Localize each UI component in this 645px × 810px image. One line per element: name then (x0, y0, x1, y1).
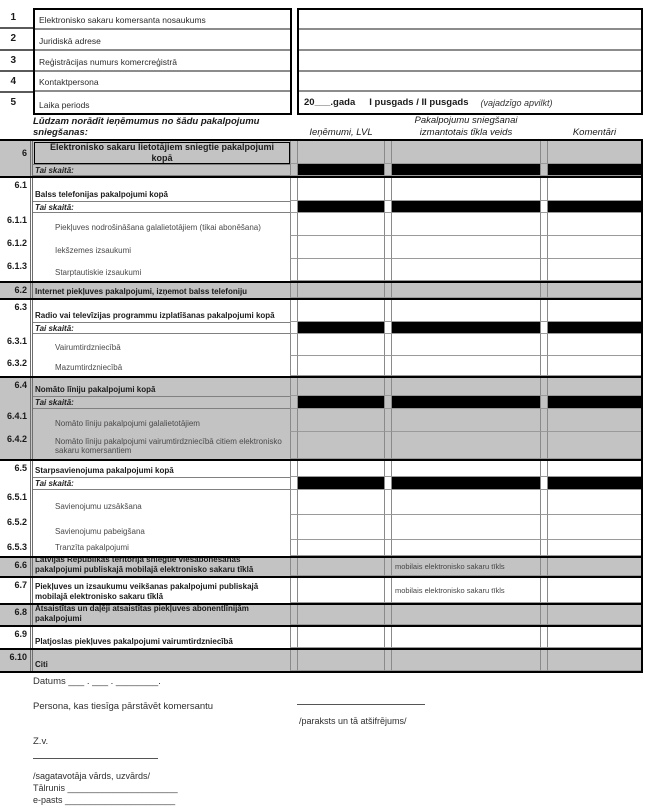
column-separator (384, 515, 392, 540)
cell-6.5.1-income[interactable] (298, 490, 384, 515)
column-separator (384, 477, 392, 490)
cell-6-tai-comments (548, 164, 641, 176)
column-separator (290, 356, 298, 376)
persona-label: Persona, kas tiesīga pārstāvēt komersantu (33, 701, 214, 712)
column-separator (540, 432, 548, 459)
cell-6.3-comments[interactable] (548, 300, 641, 322)
column-separator (290, 213, 298, 236)
table-column-headers (0, 115, 643, 139)
column-separator (384, 378, 392, 396)
cell-6.1.3-comments[interactable] (548, 259, 641, 281)
column-separator (290, 558, 298, 576)
column-separator (540, 490, 548, 515)
table-row-6.5.2 (0, 515, 641, 540)
column-separator (540, 396, 548, 409)
cell-6.5-network[interactable] (392, 461, 540, 477)
column-separator (290, 164, 298, 176)
cell-6.6-income[interactable] (298, 558, 384, 576)
column-separator (384, 213, 392, 236)
cell-6-comments[interactable] (548, 141, 641, 164)
top-field-numbers (0, 8, 33, 115)
column-separator (384, 164, 392, 176)
table-row-6.3 (0, 298, 641, 322)
cell-6-network[interactable] (392, 141, 540, 164)
cell-6.5.2-network[interactable] (392, 515, 540, 540)
column-separator (290, 141, 298, 164)
row-label-6.4: Nomāto līniju pakalpojumi kopā (35, 384, 156, 394)
column-separator (290, 627, 298, 648)
column-separator (384, 178, 392, 201)
cell-6.1.1-network[interactable] (392, 213, 540, 236)
column-separator (290, 409, 298, 432)
cell-6.5.1-network[interactable] (392, 490, 540, 515)
phone-line[interactable]: Tālrunis ______________________ (33, 783, 178, 793)
row-label-6.9: Platjoslas piekļuves pakalpojumi vairumtirdzniecībā (35, 636, 233, 646)
table-row-6.5-tai (0, 477, 641, 490)
row-number-6.8: 6.8 (0, 605, 33, 625)
cell-6.5.1-comments[interactable] (548, 490, 641, 515)
row-label-6.1.1: Piekļuves nodrošināšana galalietotājiem (tikai abonēšana) (55, 223, 261, 233)
row-number-6-tai (0, 164, 33, 176)
column-separator (540, 334, 548, 356)
cell-6.5.3-income[interactable] (298, 540, 384, 556)
table-row-6.5.3 (0, 540, 641, 556)
cell-6.5-comments[interactable] (548, 461, 641, 477)
row-number-6.3-tai (0, 322, 33, 334)
table-row-6.1.1 (0, 213, 641, 236)
field-label: Juridiskā adrese (39, 36, 101, 46)
cell-6.2-income[interactable] (298, 283, 384, 298)
table-row-6.3-tai (0, 322, 641, 334)
column-separator (540, 515, 548, 540)
row-number-6.5: 6.5 (0, 461, 33, 477)
row-label-6.7: Piekļuves un izsaukumu veikšanas pakalpojumi publiskajā mobilajā elektronisko sakaru tīklā (35, 582, 259, 601)
company-info-labels-box (33, 8, 292, 115)
column-separator (384, 461, 392, 477)
column-header-network-line1: Pakalpojumu sniegšanai (414, 115, 518, 127)
column-separator (384, 322, 392, 334)
column-separator (540, 558, 548, 576)
column-separator (290, 490, 298, 515)
table-row-6.5.1 (0, 490, 641, 515)
column-separator (384, 490, 392, 515)
column-separator (540, 201, 548, 213)
column-separator (290, 178, 298, 201)
column-separator (290, 540, 298, 556)
column-header-income: Ieņēmumi, LVL (309, 127, 373, 138)
column-separator (540, 409, 548, 432)
cell-6.5.2-comments[interactable] (548, 515, 641, 540)
column-separator (384, 540, 392, 556)
cell-6.3.2-comments[interactable] (548, 356, 641, 376)
cell-6.3-tai-comments (548, 322, 641, 334)
period-input[interactable] (299, 92, 641, 113)
cell-6.3.2-income[interactable] (298, 356, 384, 376)
period-year-label: 20___.gada (304, 97, 356, 108)
preparer-name-line[interactable] (33, 758, 158, 759)
column-separator (540, 477, 548, 490)
table-row-6.1 (0, 176, 641, 201)
row-label-6.3: Radio vai televīzijas programmu izplatīšanas pakalpojumi kopā (35, 310, 275, 320)
column-separator (290, 515, 298, 540)
cell-6.4.1-income[interactable] (298, 409, 384, 432)
cell-6.6-network[interactable] (392, 558, 540, 576)
cell-6.3-tai-income (298, 322, 384, 334)
row-number-6.5.1: 6.5.1 (0, 490, 33, 515)
row-label-6.1.3: Starptautiskie izsaukumi (55, 268, 142, 278)
cell-6.5.2-income[interactable] (298, 515, 384, 540)
column-separator (290, 236, 298, 259)
field-label: Laika periods (39, 100, 90, 110)
cell-6.5-tai-comments (548, 477, 641, 490)
table-row-6.3.2 (0, 356, 641, 376)
cell-6.1.2-network[interactable] (392, 236, 540, 259)
column-separator (290, 259, 298, 281)
field-row-contact (35, 72, 290, 92)
column-separator (290, 300, 298, 322)
cell-6.1-network[interactable] (392, 178, 540, 201)
cell-6-tai-income (298, 164, 384, 176)
column-separator (384, 300, 392, 322)
section-title-box: Elektronisko sakaru lietotājiem sniegtie pakalpojumi kopā (34, 142, 290, 164)
cell-6.4.2-network[interactable] (392, 432, 540, 459)
cell-6.4-tai-income (298, 396, 384, 409)
cell-6.1.2-comments[interactable] (548, 236, 641, 259)
cell-6.1-income[interactable] (298, 178, 384, 201)
cell-6.4.1-comments[interactable] (548, 409, 641, 432)
column-separator (540, 283, 548, 298)
row-number-6.10: 6.10 (0, 650, 33, 671)
cell-6.4.2-income[interactable] (298, 432, 384, 459)
row-label-6-tai: Tai skaitā: (33, 164, 290, 176)
row-number-6.1: 6.1 (0, 178, 33, 201)
cell-6.4-tai-network (392, 396, 540, 409)
table-row-6.4.2 (0, 432, 641, 459)
row-label-6.4-tai: Tai skaitā: (33, 396, 290, 409)
cell-6.5-tai-network (392, 477, 540, 490)
row-number-6.4.2: 6.4.2 (0, 432, 33, 459)
row-number-6.1.3: 6.1.3 (0, 259, 33, 281)
table-row-6.10 (0, 648, 641, 671)
column-separator (384, 236, 392, 259)
table-row-6.6 (0, 556, 641, 576)
name-input[interactable] (299, 10, 641, 30)
field-number: 3 (0, 51, 33, 72)
cell-6.3-income[interactable] (298, 300, 384, 322)
table-row-6.7 (0, 576, 641, 603)
column-separator (290, 334, 298, 356)
date-line[interactable]: Datums ___ . ___ . ________. (33, 676, 161, 687)
column-header-network-line2: izmantotais tīkla veids (419, 126, 513, 138)
table-row-6.9 (0, 625, 641, 648)
row-number-6: 6 (0, 141, 33, 164)
field-number: 1 (0, 8, 33, 29)
cell-6.4.2-comments[interactable] (548, 432, 641, 459)
column-separator (540, 213, 548, 236)
column-separator (540, 141, 548, 164)
row-label-6.2: Internet piekļuves pakalpojumi, izņemot balss telefoniju (35, 286, 248, 296)
column-separator (384, 578, 392, 603)
cell-6.1.1-comments[interactable] (548, 213, 641, 236)
period-options[interactable]: I pusgads / II pusgads (369, 97, 469, 108)
field-label: Kontaktpersona (39, 77, 99, 87)
column-separator (540, 461, 548, 477)
field-row-regnumber (35, 51, 290, 72)
table-row-6.5 (0, 459, 641, 477)
column-separator (384, 141, 392, 164)
cell-6.1-comments[interactable] (548, 178, 641, 201)
row-label-6.5-tai: Tai skaitā: (33, 477, 290, 490)
column-separator (384, 283, 392, 298)
table-row-6 (0, 141, 641, 164)
row-label-6.4.1: Nomāto līniju pakalpojumi galalietotājiem (55, 419, 200, 429)
cell-6.5-income[interactable] (298, 461, 384, 477)
cell-6.4-comments[interactable] (548, 378, 641, 396)
table-row-6.3.1 (0, 334, 641, 356)
row-number-6.6: 6.6 (0, 558, 33, 576)
row-label-6.6: Latvijas Republikas teritorijā sniegtie viesabonēšanas pakalpojumi publiskajā mobilajā elektronisko sakaru tīklā (35, 558, 254, 574)
column-separator (540, 540, 548, 556)
cell-6.2-comments[interactable] (548, 283, 641, 298)
cell-6.8-network[interactable] (392, 605, 540, 625)
cell-6-tai-network (392, 164, 540, 176)
cell-6.7-comments[interactable] (548, 578, 641, 603)
field-number: 2 (0, 29, 33, 51)
table-row-6.4-tai (0, 396, 641, 409)
column-separator (540, 236, 548, 259)
column-separator (290, 650, 298, 671)
cell-6.5.3-network[interactable] (392, 540, 540, 556)
cell-6.3-network[interactable] (392, 300, 540, 322)
row-label-6.4.2: Nomāto līniju pakalpojumi vairumtirdzniecībā citiem elektronisko sakaru komersantiem (55, 436, 282, 456)
column-separator (290, 396, 298, 409)
field-number: 5 (10, 97, 16, 108)
row-label-6 (33, 141, 290, 164)
column-separator (384, 259, 392, 281)
row-number-6.5.2: 6.5.2 (0, 515, 33, 540)
column-separator (384, 605, 392, 625)
column-separator (290, 578, 298, 603)
row-number-6.3.2: 6.3.2 (0, 356, 33, 376)
cell-6.3.1-network[interactable] (392, 334, 540, 356)
column-separator (384, 409, 392, 432)
table-row-6.1.3 (0, 259, 641, 281)
column-separator (384, 432, 392, 459)
cell-6.3.2-network[interactable] (392, 356, 540, 376)
cell-6.9-network[interactable] (392, 627, 540, 648)
row-label-6.10: Citi (35, 659, 48, 669)
row-number-6.1.1: 6.1.1 (0, 213, 33, 236)
column-separator (290, 432, 298, 459)
cell-6.3.1-comments[interactable] (548, 334, 641, 356)
cell-6.1-tai-comments (548, 201, 641, 213)
cell-6.1-tai-income (298, 201, 384, 213)
column-separator (540, 356, 548, 376)
column-separator (384, 356, 392, 376)
column-separator (540, 164, 548, 176)
row-label-6.3-tai: Tai skaitā: (33, 322, 290, 334)
column-separator (290, 322, 298, 334)
cell-6.1.1-income[interactable] (298, 213, 384, 236)
preparer-caption: /sagatavotāja vārds, uzvārds/ (33, 771, 151, 781)
cell-6.1.3-network[interactable] (392, 259, 540, 281)
row-number-6.4-tai (0, 396, 33, 409)
column-separator (384, 396, 392, 409)
row-number-6.1-tai (0, 201, 33, 213)
services-table (0, 139, 643, 673)
contact-input[interactable] (299, 72, 641, 92)
instruction-text: Lūdzam norādīt ieņēmumus no šādu pakalpojumu sniegšanas: (33, 116, 260, 138)
cell-6.4.1-network[interactable] (392, 409, 540, 432)
column-separator (290, 605, 298, 625)
table-row-6.4 (0, 376, 641, 396)
seal-label: Z.v. (33, 736, 49, 747)
cell-6.9-comments[interactable] (548, 627, 641, 648)
cell-6.8-income[interactable] (298, 605, 384, 625)
field-row-period (35, 92, 290, 113)
field-row-address (35, 30, 290, 51)
column-separator (290, 201, 298, 213)
row-number-6.5-tai (0, 477, 33, 490)
table-row-6.1-tai (0, 201, 641, 213)
column-separator (540, 322, 548, 334)
network-type-label: mobilais elektronisko sakaru tīkls (395, 585, 505, 595)
row-number-6.4.1: 6.4.1 (0, 409, 33, 432)
row-label-6.5: Starpsavienojuma pakalpojumi kopā (35, 465, 174, 475)
cell-6.4-tai-comments (548, 396, 641, 409)
row-label-6.1: Balss telefonijas pakalpojumi kopā (35, 189, 168, 199)
cell-6.4-income[interactable] (298, 378, 384, 396)
cell-6.5.3-comments[interactable] (548, 540, 641, 556)
table-row-6-tai (0, 164, 641, 176)
cell-6.3.1-income[interactable] (298, 334, 384, 356)
table-row-6.1.2 (0, 236, 641, 259)
row-number-6.2: 6.2 (0, 283, 33, 298)
column-separator (540, 300, 548, 322)
row-label-6.3.2: Mazumtirdzniecībā (55, 363, 123, 373)
column-separator (290, 477, 298, 490)
column-separator (290, 283, 298, 298)
row-number-6.3: 6.3 (0, 300, 33, 322)
table-row-6.4.1 (0, 409, 641, 432)
column-separator (290, 378, 298, 396)
cell-6.7-income[interactable] (298, 578, 384, 603)
row-number-6.4: 6.4 (0, 378, 33, 396)
cell-6.10-income[interactable] (298, 650, 384, 671)
regnumber-input[interactable] (299, 51, 641, 72)
cell-6-income[interactable] (298, 141, 384, 164)
column-header-network (392, 115, 540, 139)
column-header-comments: Komentāri (572, 127, 617, 138)
cell-6.10-comments[interactable] (548, 650, 641, 671)
row-label-6.5.1: Savienojumu uzsākšana (55, 502, 142, 512)
cell-6.10-network[interactable] (392, 650, 540, 671)
cell-6.1.3-income[interactable] (298, 259, 384, 281)
field-row-name (35, 10, 290, 30)
field-number: 4 (0, 72, 33, 93)
column-separator (540, 378, 548, 396)
cell-6.6-comments[interactable] (548, 558, 641, 576)
row-number-6.9: 6.9 (0, 627, 33, 648)
email-line[interactable]: e-pasts ______________________ (33, 795, 176, 805)
signature-line[interactable] (297, 704, 425, 705)
row-number-6.5.3: 6.5.3 (0, 540, 33, 556)
row-number-6.3.1: 6.3.1 (0, 334, 33, 356)
cell-6.8-comments[interactable] (548, 605, 641, 625)
column-separator (540, 259, 548, 281)
table-row-6.8 (0, 603, 641, 625)
table-row-6.2 (0, 281, 641, 298)
column-separator (384, 627, 392, 648)
column-separator (384, 650, 392, 671)
row-label-6.8: Atsaistītas un daļēji atsaistītas piekļuves abonentlīnijām pakalpojumi (35, 605, 249, 623)
cell-6.7-network[interactable] (392, 578, 540, 603)
row-number-6.7: 6.7 (0, 578, 33, 603)
row-number-6.1.2: 6.1.2 (0, 236, 33, 259)
cell-6.4-network[interactable] (392, 378, 540, 396)
network-type-label: mobilais elektronisko sakaru tīkls (395, 562, 505, 571)
period-hint: (vajadzīgo apvilkt) (480, 97, 553, 108)
column-separator (540, 178, 548, 201)
cell-6.5-tai-income (298, 477, 384, 490)
cell-6.3-tai-network (392, 322, 540, 334)
column-separator (384, 558, 392, 576)
column-separator (384, 201, 392, 213)
row-label-6.5.3: Tranzīta pakalpojumi (55, 543, 129, 553)
column-separator (290, 461, 298, 477)
row-label-6.5.2: Savienojumu pabeigšana (55, 527, 145, 537)
column-separator (540, 578, 548, 603)
column-separator (540, 605, 548, 625)
cell-6.1.2-income[interactable] (298, 236, 384, 259)
row-label-6.1-tai: Tai skaitā: (33, 201, 290, 213)
column-separator (540, 627, 548, 648)
address-input[interactable] (299, 30, 641, 51)
column-separator (540, 650, 548, 671)
field-label: Reģistrācijas numurs komercreģistrā (39, 57, 177, 67)
cell-6.1-tai-network (392, 201, 540, 213)
signature-caption: /paraksts un tā atšifrējums/ (299, 716, 407, 726)
column-separator (384, 334, 392, 356)
cell-6.2-network[interactable] (392, 283, 540, 298)
field-label: Elektronisko sakaru komersanta nosaukums (39, 15, 206, 25)
row-label-6.1.2: Iekšzemes izsaukumi (55, 246, 132, 256)
company-info-inputs-box (297, 8, 643, 115)
row-label-6.3.1: Vairumtirdzniecībā (55, 343, 121, 353)
cell-6.9-income[interactable] (298, 627, 384, 648)
